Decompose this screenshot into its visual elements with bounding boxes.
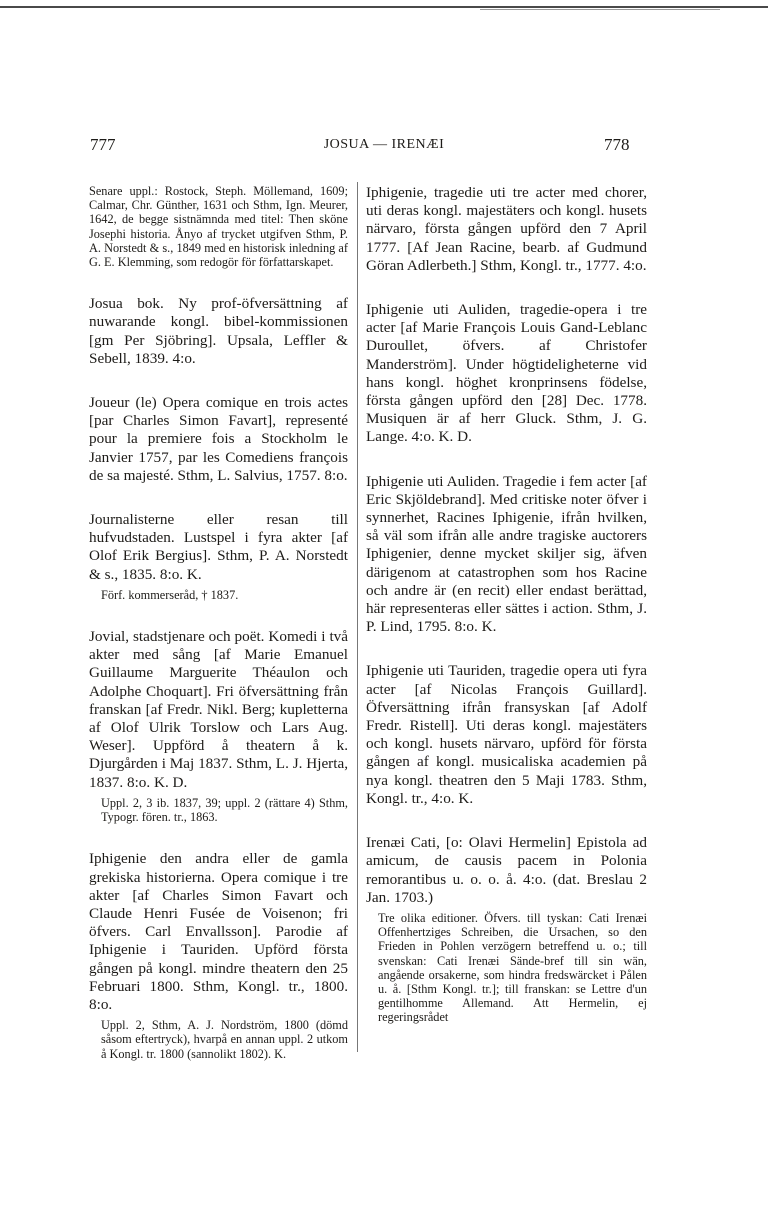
entry-iphigenie-auliden-tragedie: Iphigenie uti Auliden. Tragedie i fem acter [af Eric Skjöldebrand]. Med critiske noter öfver i synnerhet, Racines Iphigenie, ifrån hvilken, så väl som ifrån alle andre tragiske auctorers Iphigenier, denne mycket skiljer sig, äfven därigenom at catastrophen som hos Racine och andre är (en recit) eller endast berättad, här representeras eller sättes i action. Sthm, J. P. Lind, 1795. 8:o. K.: [366, 472, 647, 636]
entry-note-journalisterne: Förf. kommerseråd, † 1837.: [101, 587, 239, 602]
entry-josua-bok: Josua bok. Ny prof-öfversättning af nuwarande kongl. bibel-kommissionen [gm Per Sjöbring]. Upsala, Leffler & Sebell, 1839. 4:o.: [89, 295, 348, 367]
entry-journalisterne: Journalisterne eller resan till hufvudstaden. Lustspel i fyra akter [af Olof Erik Bergius]. Sthm, P. A. Norstedt & s., 1835. 8:o. K.: [89, 511, 348, 583]
entry-note-irenaei-cati: Tre olika editioner. Öfvers. till tyskan: Cati Irenæi Offenhertziges Schreiben, die Ursachen, so den Frieden in Pohlen verzögern betreffend u. o.; till svenskan: Cati Irenæi Sände-bref till sin wän, angående orsakerne, som hindra fredswärcket i Pålen u. å. [Sthm Kongl. tr.]; till franskan: se Lettre d'un gentilhomme Allemand. Att Hermelin, ej regeringsrådet: [378, 910, 647, 1025]
column-divider: [357, 182, 358, 1052]
entry-iphigenie-tragedie: Iphigenie, tragedie uti tre acter med chorer, uti deras kongl. majestäters och kongl. husets närvaro, första gången upförd den 7 April 1777. [Af Jean Racine, bearb. af Gudmund Göran Adlerbeth.] Sthm, Kongl. tr., 1777. 4:o.: [366, 184, 647, 274]
running-title: JOSUA — IRENÆI: [323, 137, 445, 152]
top-rule-secondary: [480, 9, 720, 10]
entry-joueur: Joueur (le) Opera comique en trois actes [par Charles Simon Favart], representé pour la premiere fois a Stockholm le Janvier 1757, par les Comediens françois de sa majesté. Sthm, L. Salvius, 1757. 8:o.: [89, 394, 348, 484]
entry-note-iphigenie-den-andra: Uppl. 2, Sthm, A. J. Nordström, 1800 (dömd såsom eftertryck), hvarpå en annan uppl. 2 utkom å Kongl. tr. 1800 (sannolikt 1802). K.: [101, 1018, 348, 1061]
entry-iphigenie-tauriden: Iphigenie uti Tauriden, tragedie opera uti fyra acter [af Nicolas François Guillard]. Öfversättning ifrån fransyskan [af Adolf Fredr. Ristell]. Uti deras kongl. majestäters och kongl. husets närvaro, upförd för första gången af kongl. musicaliska academien på nya kongl. theatren den 5 Maji 1783. Sthm, Kongl. tr., 4:o. K.: [366, 662, 647, 807]
entry-note-jovial: Uppl. 2, 3 ib. 1837, 39; uppl. 2 (rättare 4) Sthm, Typogr. fören. tr., 1863.: [101, 795, 348, 825]
page-number-right: 778: [604, 135, 630, 154]
left-column: [89, 184, 348, 1087]
entry-jovial: Jovial, stadstjenare och poët. Komedi i två akter med sång [af Marie Emanuel Guillaume Marguerite Théaulon och Adolphe Choquart]. Fri öfversättning från franskan [af Fredr. Nikl. Berg; kupletterna af Olof Ulrik Torslow och Lars Aug. Weser]. Uppförd å theatern å k. Djurgården i Maj 1837. Sthm, L. J. Hjerta, 1837. 8:o. K. D.: [89, 628, 348, 791]
entry-irenaei-cati: Irenæi Cati, [o: Olavi Hermelin] Epistola ad amicum, de causis pacem in Polonia remorantibus u. o. o. å. 4:o. (dat. Breslau 2 Jan. 1703.): [366, 834, 647, 906]
page-number-left: 777: [90, 135, 116, 154]
right-column: [366, 184, 647, 1051]
entry-iphigenie-den-andra: Iphigenie den andra eller de gamla grekiska historierna. Opera comique i tre akter [af Charles Simon Favart och Claude Henri Fusée de Voisenon; fri öfvers. Carl Envallsson]. Parodie af Iphigenie i Tauriden. Upförd första gången på kongl. mindre theatern den 25 Februari 1800. Sthm, Kongl. tr., 1800. 8:o.: [89, 850, 348, 1013]
entry-iphigenie-auliden-opera: Iphigenie uti Auliden, tragedie-opera i tre acter [af Marie François Louis Gand-Leblanc Duroullet, öfvers. af Christofer Manderström]. Under högtideligheterne vid hans kongl. höghet kronprinsens födelse, första gången upförd den [28] Dec. 1778. Musiquen är af herr Gluck. Sthm, J. G. Lange. 4:o. K. D.: [366, 301, 647, 446]
top-rule: [0, 6, 768, 8]
entry-note-josua-continued: Senare uppl.: Rostock, Steph. Möllemand, 1609; Calmar, Chr. Günther, 1631 och Sthm, Ign. Meurer, 1642, de begge sistnämnda med titel: Then sköne Josephi historia. Ånyo af trycket utgifven Sthm, P. A. Norstedt & s., 1849 med en historisk inledning af G. E. Klemming, som redogör för författarskapet.: [89, 184, 348, 270]
